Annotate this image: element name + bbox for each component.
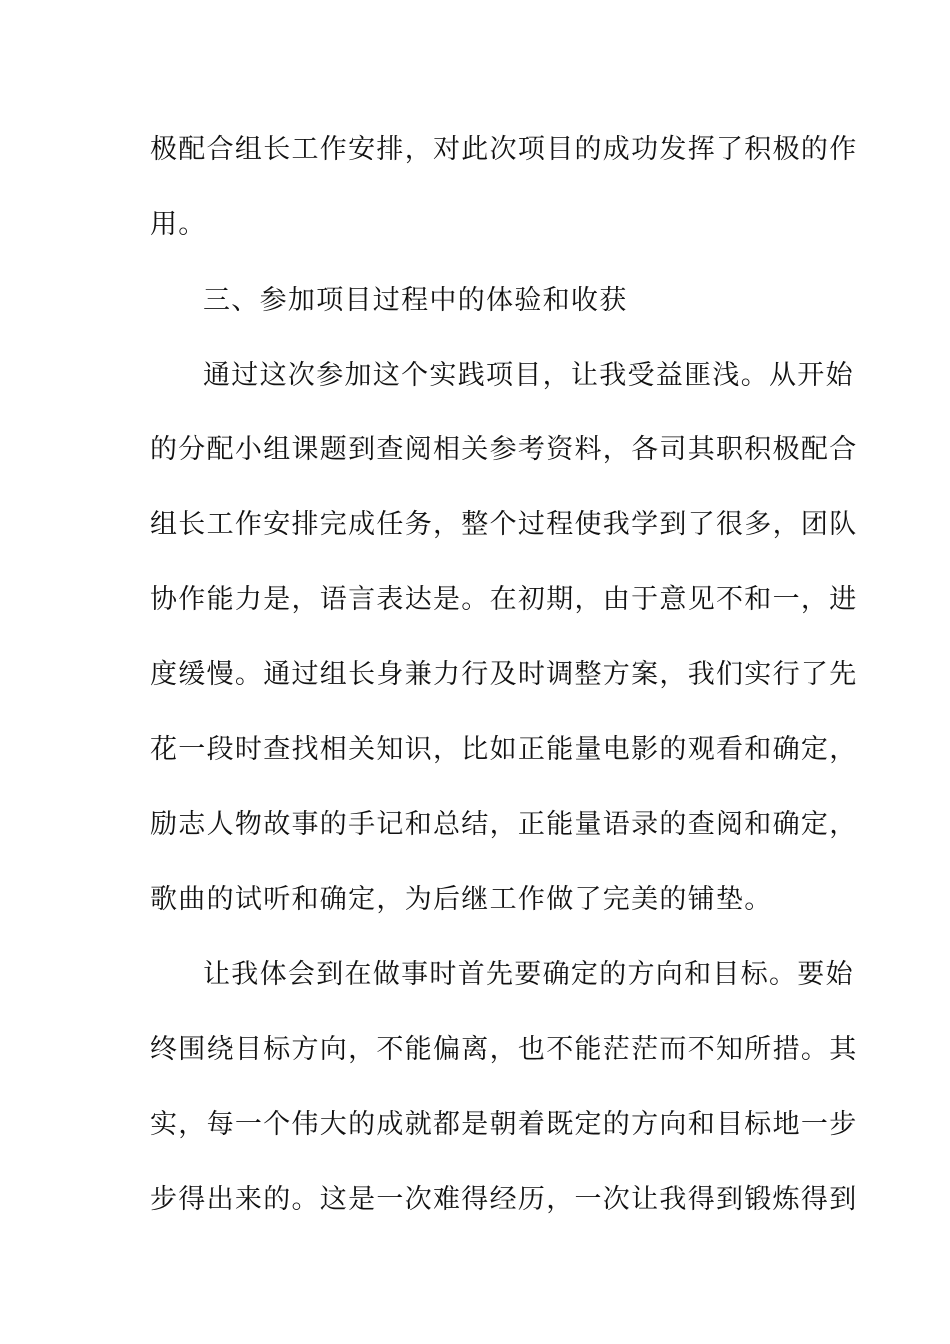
paragraph-line: 组长工作安排完成任务，整个过程使我学到了很多，团队 xyxy=(150,509,858,540)
paragraph-line: 的分配小组课题到查阅相关参考资料，各司其职积极配合 xyxy=(150,434,858,465)
paragraph-line: 终围绕目标方向，不能偏离，也不能茫茫而不知所措。其 xyxy=(150,1034,858,1065)
paragraph-line: 度缓慢。通过组长身兼力行及时调整方案，我们实行了先 xyxy=(150,659,858,690)
paragraph-line: 励志人物故事的手记和总结，正能量语录的查阅和确定， xyxy=(150,809,858,840)
paragraph-line: 极配合组长工作安排，对此次项目的成功发挥了积极的作 xyxy=(150,134,858,165)
paragraph-line: 步得出来的。这是一次难得经历，一次让我得到锻炼得到 xyxy=(150,1184,858,1215)
paragraph-line: 通过这次参加这个实践项目，让我受益匪浅。从开始 xyxy=(203,360,854,391)
paragraph-line: 歌曲的试听和确定，为后继工作做了完美的铺垫。 xyxy=(150,884,773,915)
paragraph-line: 花一段时查找相关知识，比如正能量电影的观看和确定， xyxy=(150,734,858,765)
section-heading: 三、参加项目过程中的体验和收获 xyxy=(203,285,628,316)
paragraph-line: 让我体会到在做事时首先要确定的方向和目标。要始 xyxy=(203,959,854,990)
paragraph-line: 用。 xyxy=(150,209,207,240)
paragraph-line: 协作能力是，语言表达是。在初期，由于意见不和一，进 xyxy=(150,584,858,615)
paragraph-line: 实，每一个伟大的成就都是朝着既定的方向和目标地一步 xyxy=(150,1109,858,1140)
